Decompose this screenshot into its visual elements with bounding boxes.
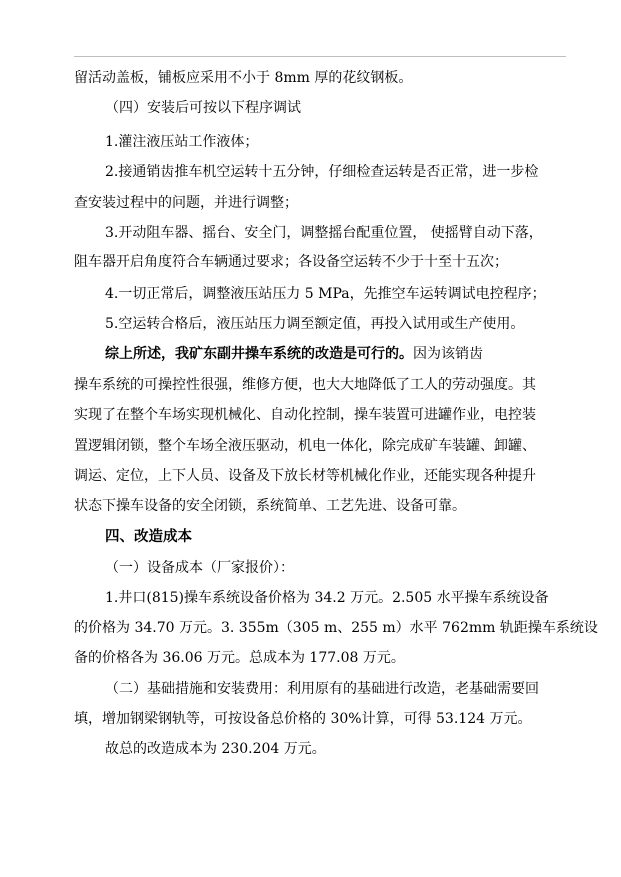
header-rule — [74, 56, 566, 57]
paragraph-line: 2.接通销齿推车机空运转十五分钟，仔细检查运转是否正常，进一步检 — [105, 164, 539, 180]
paragraph-line: （二）基础措施和安装费用：利用原有的基础进行改造，老基础需要回 — [105, 681, 539, 697]
paragraph-line: 故总的改造成本为 230.204 万元。 — [105, 741, 326, 757]
line-text: 因为该销齿 — [413, 346, 483, 362]
paragraph-line: 1.井口(815)操车系统设备价格为 34.2 万元。2.505 水平操车系统设备 — [105, 590, 549, 606]
paragraph-line: （一）设备成本（厂家报价）： — [105, 560, 294, 576]
paragraph-line: 1.灌注液压站工作液体； — [105, 134, 259, 150]
paragraph-line: 实现了在整个车场实现机械化、自动化控制，操车装置可进罐作业，电控装 — [74, 407, 536, 423]
paragraph-line: （四）安装后可按以下程序调试 — [105, 100, 301, 116]
paragraph-line: 留活动盖板，铺板应采用不小于 8mm 厚的花纹钢板。 — [74, 70, 413, 86]
paragraph-line: 状态下操车设备的安全闭锁，系统简单、工艺先进、设备可靠。 — [74, 498, 466, 514]
paragraph-line: 置逻辑闭锁，整个车场全液压驱动，机电一体化，除完成矿车装罐、卸罐、 — [74, 438, 536, 454]
paragraph-line: 3.开动阻车器、摇台、安全门，调整摇台配重位置， 使摇臂自动下落， — [105, 225, 543, 241]
paragraph-line: 查安装过程中的问题，并进行调整； — [74, 195, 298, 211]
paragraph-line — [0, 344, 621, 364]
paragraph-line: 的价格为 34.70 万元。3. 355m（305 m、255 m）水平 762mm 轨距操车系统设 — [74, 620, 598, 636]
paragraph-line: 调运、定位，上下人员、设备及下放长材等机械化作业，还能实现各种提升 — [74, 468, 536, 484]
paragraph-line: 4.一切正常后，调整液压站压力 5 MPa，先推空车运转调试电控程序； — [105, 286, 546, 302]
paragraph-line: 5.空运转合格后，液压站压力调至额定值，再投入试用或生产使用。 — [105, 316, 525, 332]
paragraph-line: 填，增加钢梁钢轨等，可按设备总价格的 30%计算，可得 53.124 万元。 — [74, 711, 532, 727]
paragraph-line: 操车系统的可操控性很强，维修方便，也大大地降低了工人的劳动强度。其 — [74, 377, 536, 393]
paragraph-line: 阻车器开启角度符合车辆通过要求；各设备空运转不少于十至十五次； — [74, 254, 508, 270]
paragraph-line: 备的价格各为 36.06 万元。总成本为 177.08 万元。 — [74, 650, 405, 666]
bold-lead-text: 综上所述，我矿东副井操车系统的改造是可行的。 — [105, 346, 413, 362]
section-heading: 四、改造成本 — [105, 528, 192, 545]
